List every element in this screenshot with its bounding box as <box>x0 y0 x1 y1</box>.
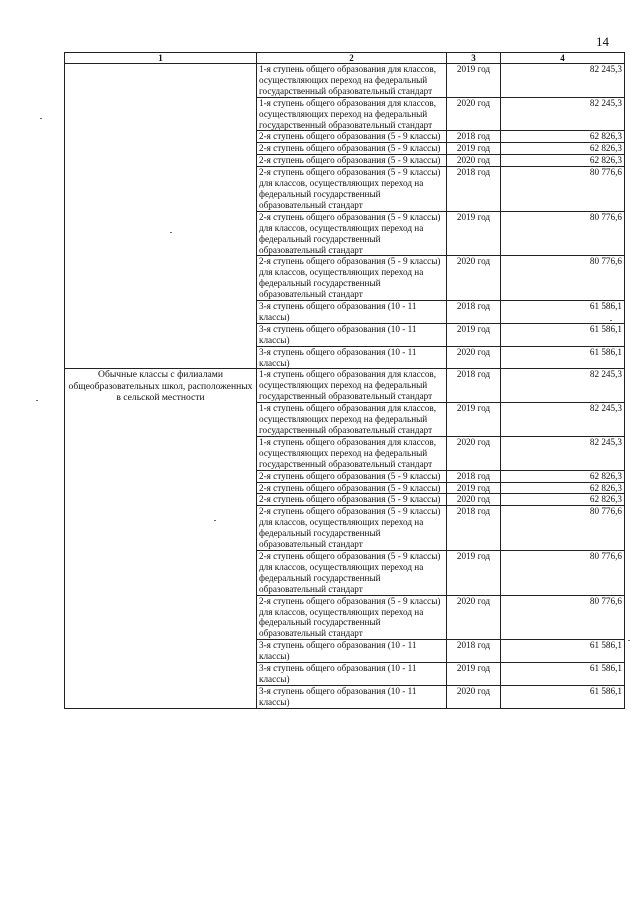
scan-speck <box>36 400 38 401</box>
level-cell: 2-я ступень общего образования (5 - 9 классы) для классов, осуществляющих переход на федеральный государственный образовательный стандарт <box>257 256 447 301</box>
group-name-cell: Обычные классы с филиалами общеобразовательных школ, расположенных в сельской местности <box>65 369 257 708</box>
year-cell: 2020 год <box>447 256 501 301</box>
column-header-1: 1 <box>65 53 257 64</box>
level-cell: 3-я ступень общего образования (10 - 11 классы) <box>257 685 447 708</box>
column-header-3: 3 <box>447 53 501 64</box>
table-row <box>65 369 625 403</box>
value-cell: 82 245,3 <box>501 369 625 403</box>
scan-speck <box>610 320 612 321</box>
level-cell: 2-я ступень общего образования (5 - 9 классы) для классов, осуществляющих переход на федеральный государственный образовательный стандарт <box>257 506 447 551</box>
year-cell: 2020 год <box>447 685 501 708</box>
year-cell: 2018 год <box>447 640 501 663</box>
year-cell: 2020 год <box>447 436 501 470</box>
year-cell: 2019 год <box>447 663 501 686</box>
level-cell: 2-я ступень общего образования (5 - 9 классы) <box>257 470 447 482</box>
value-cell: 62 826,3 <box>501 131 625 143</box>
year-cell: 2020 год <box>447 595 501 640</box>
value-cell: 80 776,6 <box>501 211 625 256</box>
year-cell: 2019 год <box>447 482 501 494</box>
year-cell: 2019 год <box>447 550 501 595</box>
value-cell: 61 586,1 <box>501 663 625 686</box>
level-cell: 1-я ступень общего образования для классов, осуществляющих переход на федеральный государственный образовательный стандарт <box>257 64 447 98</box>
level-cell: 2-я ступень общего образования (5 - 9 классы) для классов, осуществляющих переход на федеральный государственный образовательный стандарт <box>257 550 447 595</box>
value-cell: 82 245,3 <box>501 403 625 437</box>
table-header-row <box>65 53 625 64</box>
year-cell: 2019 год <box>447 403 501 437</box>
value-cell: 62 826,3 <box>501 482 625 494</box>
scan-speck <box>170 232 172 233</box>
level-cell: 1-я ступень общего образования для классов, осуществляющих переход на федеральный государственный образовательный стандарт <box>257 436 447 470</box>
level-cell: 3-я ступень общего образования (10 - 11 классы) <box>257 301 447 324</box>
level-cell: 3-я ступень общего образования (10 - 11 классы) <box>257 663 447 686</box>
year-cell: 2018 год <box>447 131 501 143</box>
scan-speck <box>628 640 630 641</box>
year-cell: 2020 год <box>447 494 501 506</box>
level-cell: 1-я ступень общего образования для классов, осуществляющих переход на федеральный государственный образовательный стандарт <box>257 403 447 437</box>
level-cell: 2-я ступень общего образования (5 - 9 классы) <box>257 155 447 167</box>
value-cell: 61 586,1 <box>501 346 625 369</box>
value-cell: 82 245,3 <box>501 436 625 470</box>
level-cell: 2-я ступень общего образования (5 - 9 классы) для классов, осуществляющих переход на федеральный государственный образовательный стандарт <box>257 595 447 640</box>
level-cell: 3-я ступень общего образования (10 - 11 классы) <box>257 346 447 369</box>
year-cell: 2020 год <box>447 346 501 369</box>
year-cell: 2018 год <box>447 369 501 403</box>
column-header-4: 4 <box>501 53 625 64</box>
level-cell: 2-я ступень общего образования (5 - 9 классы) для классов, осуществляющих переход на федеральный государственный образовательный стандарт <box>257 211 447 256</box>
value-cell: 62 826,3 <box>501 494 625 506</box>
value-cell: 62 826,3 <box>501 155 625 167</box>
value-cell: 61 586,1 <box>501 323 625 346</box>
value-cell: 80 776,6 <box>501 595 625 640</box>
value-cell: 80 776,6 <box>501 256 625 301</box>
value-cell: 61 586,1 <box>501 301 625 324</box>
scan-speck <box>40 118 42 119</box>
level-cell: 2-я ступень общего образования (5 - 9 классы) для классов, осуществляющих переход на федеральный государственный образовательный стандарт <box>257 167 447 212</box>
level-cell: 2-я ступень общего образования (5 - 9 классы) <box>257 482 447 494</box>
group-name-cell <box>65 64 257 369</box>
year-cell: 2018 год <box>447 167 501 212</box>
value-cell: 82 245,3 <box>501 64 625 98</box>
column-header-2: 2 <box>257 53 447 64</box>
value-cell: 80 776,6 <box>501 167 625 212</box>
year-cell: 2020 год <box>447 155 501 167</box>
page-number: 14 <box>596 34 609 49</box>
level-cell: 3-я ступень общего образования (10 - 11 классы) <box>257 323 447 346</box>
level-cell: 1-я ступень общего образования для классов, осуществляющих переход на федеральный государственный образовательный стандарт <box>257 369 447 403</box>
year-cell: 2019 год <box>447 64 501 98</box>
year-cell: 2019 год <box>447 323 501 346</box>
table-row <box>65 64 625 98</box>
value-cell: 62 826,3 <box>501 470 625 482</box>
year-cell: 2020 год <box>447 97 501 131</box>
level-cell: 2-я ступень общего образования (5 - 9 классы) <box>257 494 447 506</box>
year-cell: 2018 год <box>447 506 501 551</box>
level-cell: 2-я ступень общего образования (5 - 9 классы) <box>257 143 447 155</box>
value-cell: 61 586,1 <box>501 640 625 663</box>
value-cell: 61 586,1 <box>501 685 625 708</box>
level-cell: 1-я ступень общего образования для классов, осуществляющих переход на федеральный государственный образовательный стандарт <box>257 97 447 131</box>
value-cell: 80 776,6 <box>501 506 625 551</box>
table-body <box>65 64 625 709</box>
year-cell: 2019 год <box>447 211 501 256</box>
value-cell: 62 826,3 <box>501 143 625 155</box>
level-cell: 3-я ступень общего образования (10 - 11 классы) <box>257 640 447 663</box>
financing-standards-table <box>64 52 625 709</box>
year-cell: 2018 год <box>447 301 501 324</box>
scan-speck <box>214 520 216 521</box>
value-cell: 80 776,6 <box>501 550 625 595</box>
level-cell: 2-я ступень общего образования (5 - 9 классы) <box>257 131 447 143</box>
year-cell: 2019 год <box>447 143 501 155</box>
value-cell: 82 245,3 <box>501 97 625 131</box>
year-cell: 2018 год <box>447 470 501 482</box>
